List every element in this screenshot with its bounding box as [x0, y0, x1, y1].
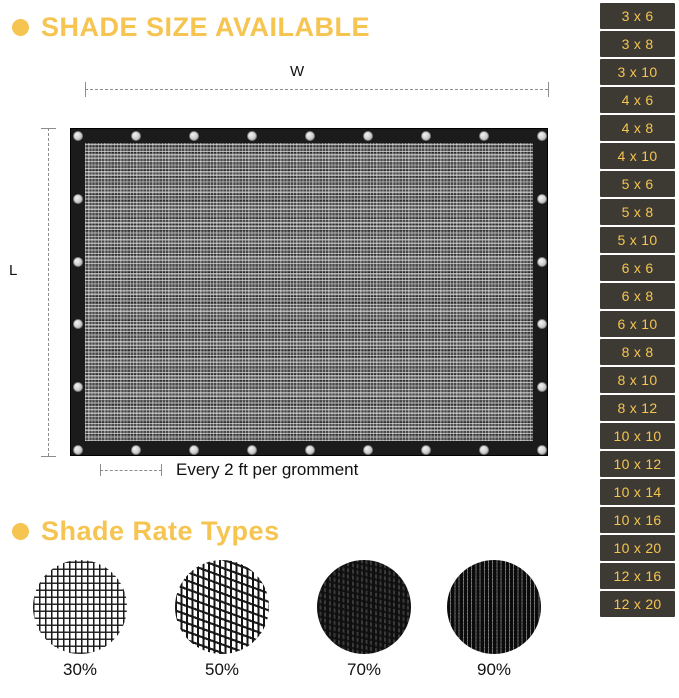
shade-cloth-illustration [70, 128, 548, 456]
grommet-icon [305, 131, 315, 141]
length-measure-cap-top [41, 128, 56, 129]
grommet-icon [247, 131, 257, 141]
size-chip[interactable]: 3 x 8 [600, 31, 675, 57]
size-chip[interactable]: 4 x 10 [600, 143, 675, 169]
length-measure-line [48, 128, 49, 456]
grommet-icon [73, 445, 83, 455]
grommet-icon [247, 445, 257, 455]
grommet-icon [537, 319, 547, 329]
shade-rate-label: 50% [204, 660, 240, 679]
tarp-dimension-diagram [0, 55, 600, 495]
size-chip[interactable]: 6 x 8 [600, 283, 675, 309]
grommet-icon [73, 257, 83, 267]
grommet-icon [73, 382, 83, 392]
grommet-icon [73, 194, 83, 204]
size-chip[interactable]: 8 x 10 [600, 367, 675, 393]
grommet-icon [537, 194, 547, 204]
shade-rate-label: 70% [346, 660, 382, 679]
grommet-span-cap-right [161, 464, 162, 476]
size-chip[interactable]: 4 x 6 [600, 87, 675, 113]
grommet-spacing-measure [100, 464, 162, 476]
size-chip[interactable]: 5 x 6 [600, 171, 675, 197]
size-chip[interactable]: 10 x 14 [600, 479, 675, 505]
size-option-list [600, 0, 679, 698]
size-chip[interactable]: 3 x 6 [600, 3, 675, 29]
mesh-fabric-texture [85, 143, 533, 441]
length-label: L [9, 262, 18, 279]
size-chip[interactable]: 12 x 20 [600, 591, 675, 617]
size-chip[interactable]: 4 x 8 [600, 115, 675, 141]
size-chip[interactable]: 10 x 16 [600, 507, 675, 533]
shade-rate-swatch-50 [175, 560, 269, 654]
grommet-icon [305, 445, 315, 455]
shade-rate-label: 30% [62, 660, 98, 679]
shade-rate-item [304, 560, 424, 680]
size-chip[interactable]: 8 x 12 [600, 395, 675, 421]
grommet-icon [421, 131, 431, 141]
grommet-icon [73, 131, 83, 141]
shade-rate-label: 90% [476, 660, 512, 679]
grommet-note-text: Every 2 ft per gromment [176, 460, 359, 479]
width-label: W [290, 63, 305, 80]
grommet-icon [479, 131, 489, 141]
size-chip[interactable]: 12 x 16 [600, 563, 675, 589]
shade-rate-samples [20, 560, 580, 690]
length-measure-cap-bottom [41, 456, 56, 457]
width-measure-cap-left [85, 82, 86, 97]
shade-size-heading [12, 14, 370, 41]
grommet-icon [189, 131, 199, 141]
grommet-icon [363, 131, 373, 141]
grommet-icon [537, 131, 547, 141]
grommet-span-line [100, 470, 162, 471]
shade-rate-item [434, 560, 554, 680]
shade-rate-swatch-90 [447, 560, 541, 654]
grommet-icon [189, 445, 199, 455]
size-chip[interactable]: 5 x 10 [600, 227, 675, 253]
grommet-icon [363, 445, 373, 455]
size-chip[interactable]: 6 x 6 [600, 255, 675, 281]
shade-size-title: SHADE SIZE AVAILABLE [41, 12, 371, 42]
grommet-icon [537, 382, 547, 392]
grommet-icon [479, 445, 489, 455]
width-measure-cap-right [548, 82, 549, 97]
shade-rate-heading [12, 518, 280, 545]
shade-rate-swatch-70 [317, 560, 411, 654]
grommet-icon [421, 445, 431, 455]
grommet-icon [73, 319, 83, 329]
shade-rate-title: Shade Rate Types [41, 516, 280, 546]
size-chip[interactable]: 6 x 10 [600, 311, 675, 337]
size-chip[interactable]: 3 x 10 [600, 59, 675, 85]
size-chip[interactable]: 5 x 8 [600, 199, 675, 225]
size-chip[interactable]: 8 x 8 [600, 339, 675, 365]
grommet-span-cap-left [100, 464, 101, 476]
grommet-icon [131, 445, 141, 455]
size-chip[interactable]: 10 x 10 [600, 423, 675, 449]
grommet-icon [537, 257, 547, 267]
bullet-dot-icon [12, 19, 29, 36]
size-chip[interactable]: 10 x 12 [600, 451, 675, 477]
bullet-dot-icon [12, 523, 29, 540]
shade-rate-item [20, 560, 140, 680]
grommet-icon [131, 131, 141, 141]
grommet-icon [537, 445, 547, 455]
width-measure-line [85, 89, 548, 90]
grommet-spacing-note [100, 460, 358, 480]
size-chip[interactable]: 10 x 20 [600, 535, 675, 561]
shade-rate-item [162, 560, 282, 680]
shade-rate-swatch-30 [33, 560, 127, 654]
